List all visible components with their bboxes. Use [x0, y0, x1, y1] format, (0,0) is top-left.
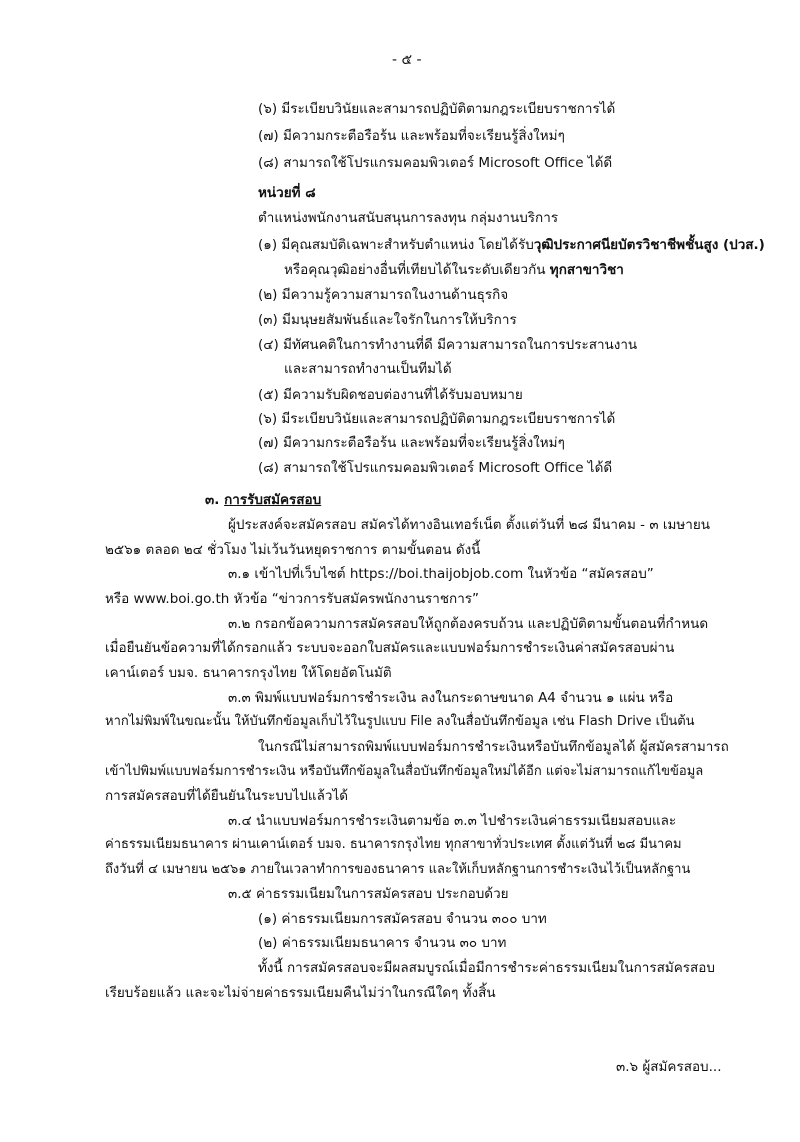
list-item	[258, 237, 765, 253]
list-item: (๘) สามารถใช้โปรแกรมคอมพิวเตอร์ Microsoft Office ได้ดี	[258, 155, 613, 171]
qualification-text: หรือคุณวุฒิอย่างอื่นที่เทียบได้ในระดับเดียวกัน	[284, 262, 550, 278]
paragraph-line: ถึงวันที่ ๔ เมษายน ๒๕๖๑ ภายในเวลาทำการของธนาคาร และให้เก็บหลักฐานการชำระเงินไว้เป็นหลักฐาน	[105, 862, 691, 877]
page-number: - ๕ -	[392, 52, 422, 68]
paragraph-line: ๓.๒ กรอกข้อความการสมัครสอบให้ถูกต้องครบถ้วน และปฏิบัติตามขั้นตอนที่กำหนด	[228, 616, 709, 632]
paragraph-line: ค่าธรรมเนียมธนาคาร ผ่านเคาน์เตอร์ บมจ. ธนาคารกรุงไทย ทุกสาขาทั่วประเทศ ตั้งแต่วันที่ ๒๘ มีนาคม	[105, 837, 682, 852]
paragraph-line: ๓.๕ ค่าธรรมเนียมในการสมัครสอบ ประกอบด้วย	[228, 886, 509, 902]
fee-item: (๒) ค่าธรรมเนียมธนาคาร จำนวน ๓๐ บาท	[258, 935, 507, 951]
section-title: การรับสมัครสอบ	[224, 492, 322, 508]
paragraph-line: ทั้งนี้ การสมัครสอบจะมีผลสมบูรณ์เมื่อมีการชำระค่าธรรมเนียมในการสมัครสอบ	[258, 960, 715, 976]
list-item: (๒) มีความรู้ความสามารถในงานด้านธุรกิจ	[258, 287, 509, 303]
list-item: (๓) มีมนุษยสัมพันธ์และใจรักในการให้บริการ	[258, 312, 517, 328]
list-item: (๗) มีความกระตือรือร้น และพร้อมที่จะเรียนรู้สิ่งใหม่ๆ	[258, 435, 565, 451]
paragraph-line: ๓.๓ พิมพ์แบบฟอร์มการชำระเงิน ลงในกระดาษขนาด A4 จำนวน ๑ แผ่น หรือ	[228, 690, 674, 706]
section-heading	[205, 492, 321, 508]
paragraph-line: ๓.๔ นำแบบฟอร์มการชำระเงินตามข้อ ๓.๓ ไปชำระเงินค่าธรรมเนียมสอบและ	[228, 813, 677, 829]
paragraph-line: ๓.๑ เข้าไปที่เว็บไซต์ https://boi.thaijobjob.com ในหัวข้อ “สมัครสอบ”	[228, 566, 654, 582]
paragraph-line: การสมัครสอบที่ได้ยืนยันในระบบไปแล้วได้	[105, 788, 349, 804]
list-item: (๖) มีระเบียบวินัยและสามารถปฏิบัติตามกฎระเบียบราชการได้	[258, 101, 616, 117]
paragraph-line: หากไม่พิมพ์ในขณะนั้น ให้บันทึกข้อมูลเก็บไว้ในรูปแบบ File ลงในสื่อบันทึกข้อมูล เช่น Flash Drive เป็นต้น	[105, 714, 695, 729]
qualification-emphasis: ทุกสาขาวิชา	[549, 262, 624, 278]
section-number: ๓.	[205, 492, 225, 508]
paragraph-line: เข้าไปพิมพ์แบบฟอร์มการชำระเงิน หรือบันทึกข้อมูลในสื่อบันทึกข้อมูลใหม่ได้อีก แต่จะไม่สามารถแก้ไขข้อมูล	[105, 764, 704, 779]
paragraph-line: เคาน์เตอร์ บมจ. ธนาคารกรุงไทย ให้โดยอัตโนมัติ	[105, 665, 392, 681]
list-item: (๘) สามารถใช้โปรแกรมคอมพิวเตอร์ Microsoft Office ได้ดี	[258, 460, 613, 476]
paragraph-line: ๒๕๖๑ ตลอด ๒๔ ชั่วโมง ไม่เว้นวันหยุดราชการ ตามขั้นตอน ดังนี้	[105, 542, 481, 558]
continuation-marker: ๓.๖ ผู้สมัครสอบ...	[616, 1059, 722, 1075]
position-title: ตำแหน่งพนักงานสนับสนุนการลงทุน กลุ่มงานบริการ	[258, 210, 559, 226]
paragraph-line: ผู้ประสงค์จะสมัครสอบ สมัครได้ทางอินเทอร์เน็ต ตั้งแต่วันที่ ๒๘ มีนาคม - ๓ เมษายน	[228, 517, 710, 533]
list-item-continuation: และสามารถทำงานเป็นทีมได้	[284, 361, 452, 377]
qualification-text: (๑) มีคุณสมบัติเฉพาะสำหรับตำแหน่ง โดยได้รับ	[258, 237, 534, 253]
list-item: (๖) มีระเบียบวินัยและสามารถปฏิบัติตามกฎระเบียบราชการได้	[258, 411, 616, 427]
paragraph-line: ในกรณีไม่สามารถพิมพ์แบบฟอร์มการชำระเงินหรือบันทึกข้อมูลได้ ผู้สมัครสามารถ	[258, 739, 729, 755]
list-item: (๕) มีความรับผิดชอบต่องานที่ได้รับมอบหมาย	[258, 387, 523, 403]
qualification-emphasis: วุฒิประกาศนียบัตรวิชาชีพชั้นสูง (ปวส.)	[533, 237, 765, 253]
fee-item: (๑) ค่าธรรมเนียมการสมัครสอบ จำนวน ๓๐๐ บาท	[258, 911, 547, 927]
list-item-continuation	[284, 262, 624, 278]
list-item: (๔) มีทัศนคติในการทำงานที่ดี มีความสามารถในการประสานงาน	[258, 337, 638, 353]
paragraph-line: หรือ www.boi.go.th หัวข้อ “ข่าวการรับสมัครพนักงานราชการ”	[105, 591, 480, 607]
unit-heading: หน่วยที่ ๘	[258, 185, 316, 201]
paragraph-line: เมื่อยืนยันข้อความที่ได้กรอกแล้ว ระบบจะออกใบสมัครและแบบฟอร์มการชำระเงินค่าสมัครสอบผ่าน	[105, 640, 675, 656]
list-item: (๗) มีความกระตือรือร้น และพร้อมที่จะเรียนรู้สิ่งใหม่ๆ	[258, 128, 565, 144]
paragraph-line: เรียบร้อยแล้ว และจะไม่จ่ายค่าธรรมเนียมคืนไม่ว่าในกรณีใดๆ ทั้งสิ้น	[105, 985, 496, 1001]
